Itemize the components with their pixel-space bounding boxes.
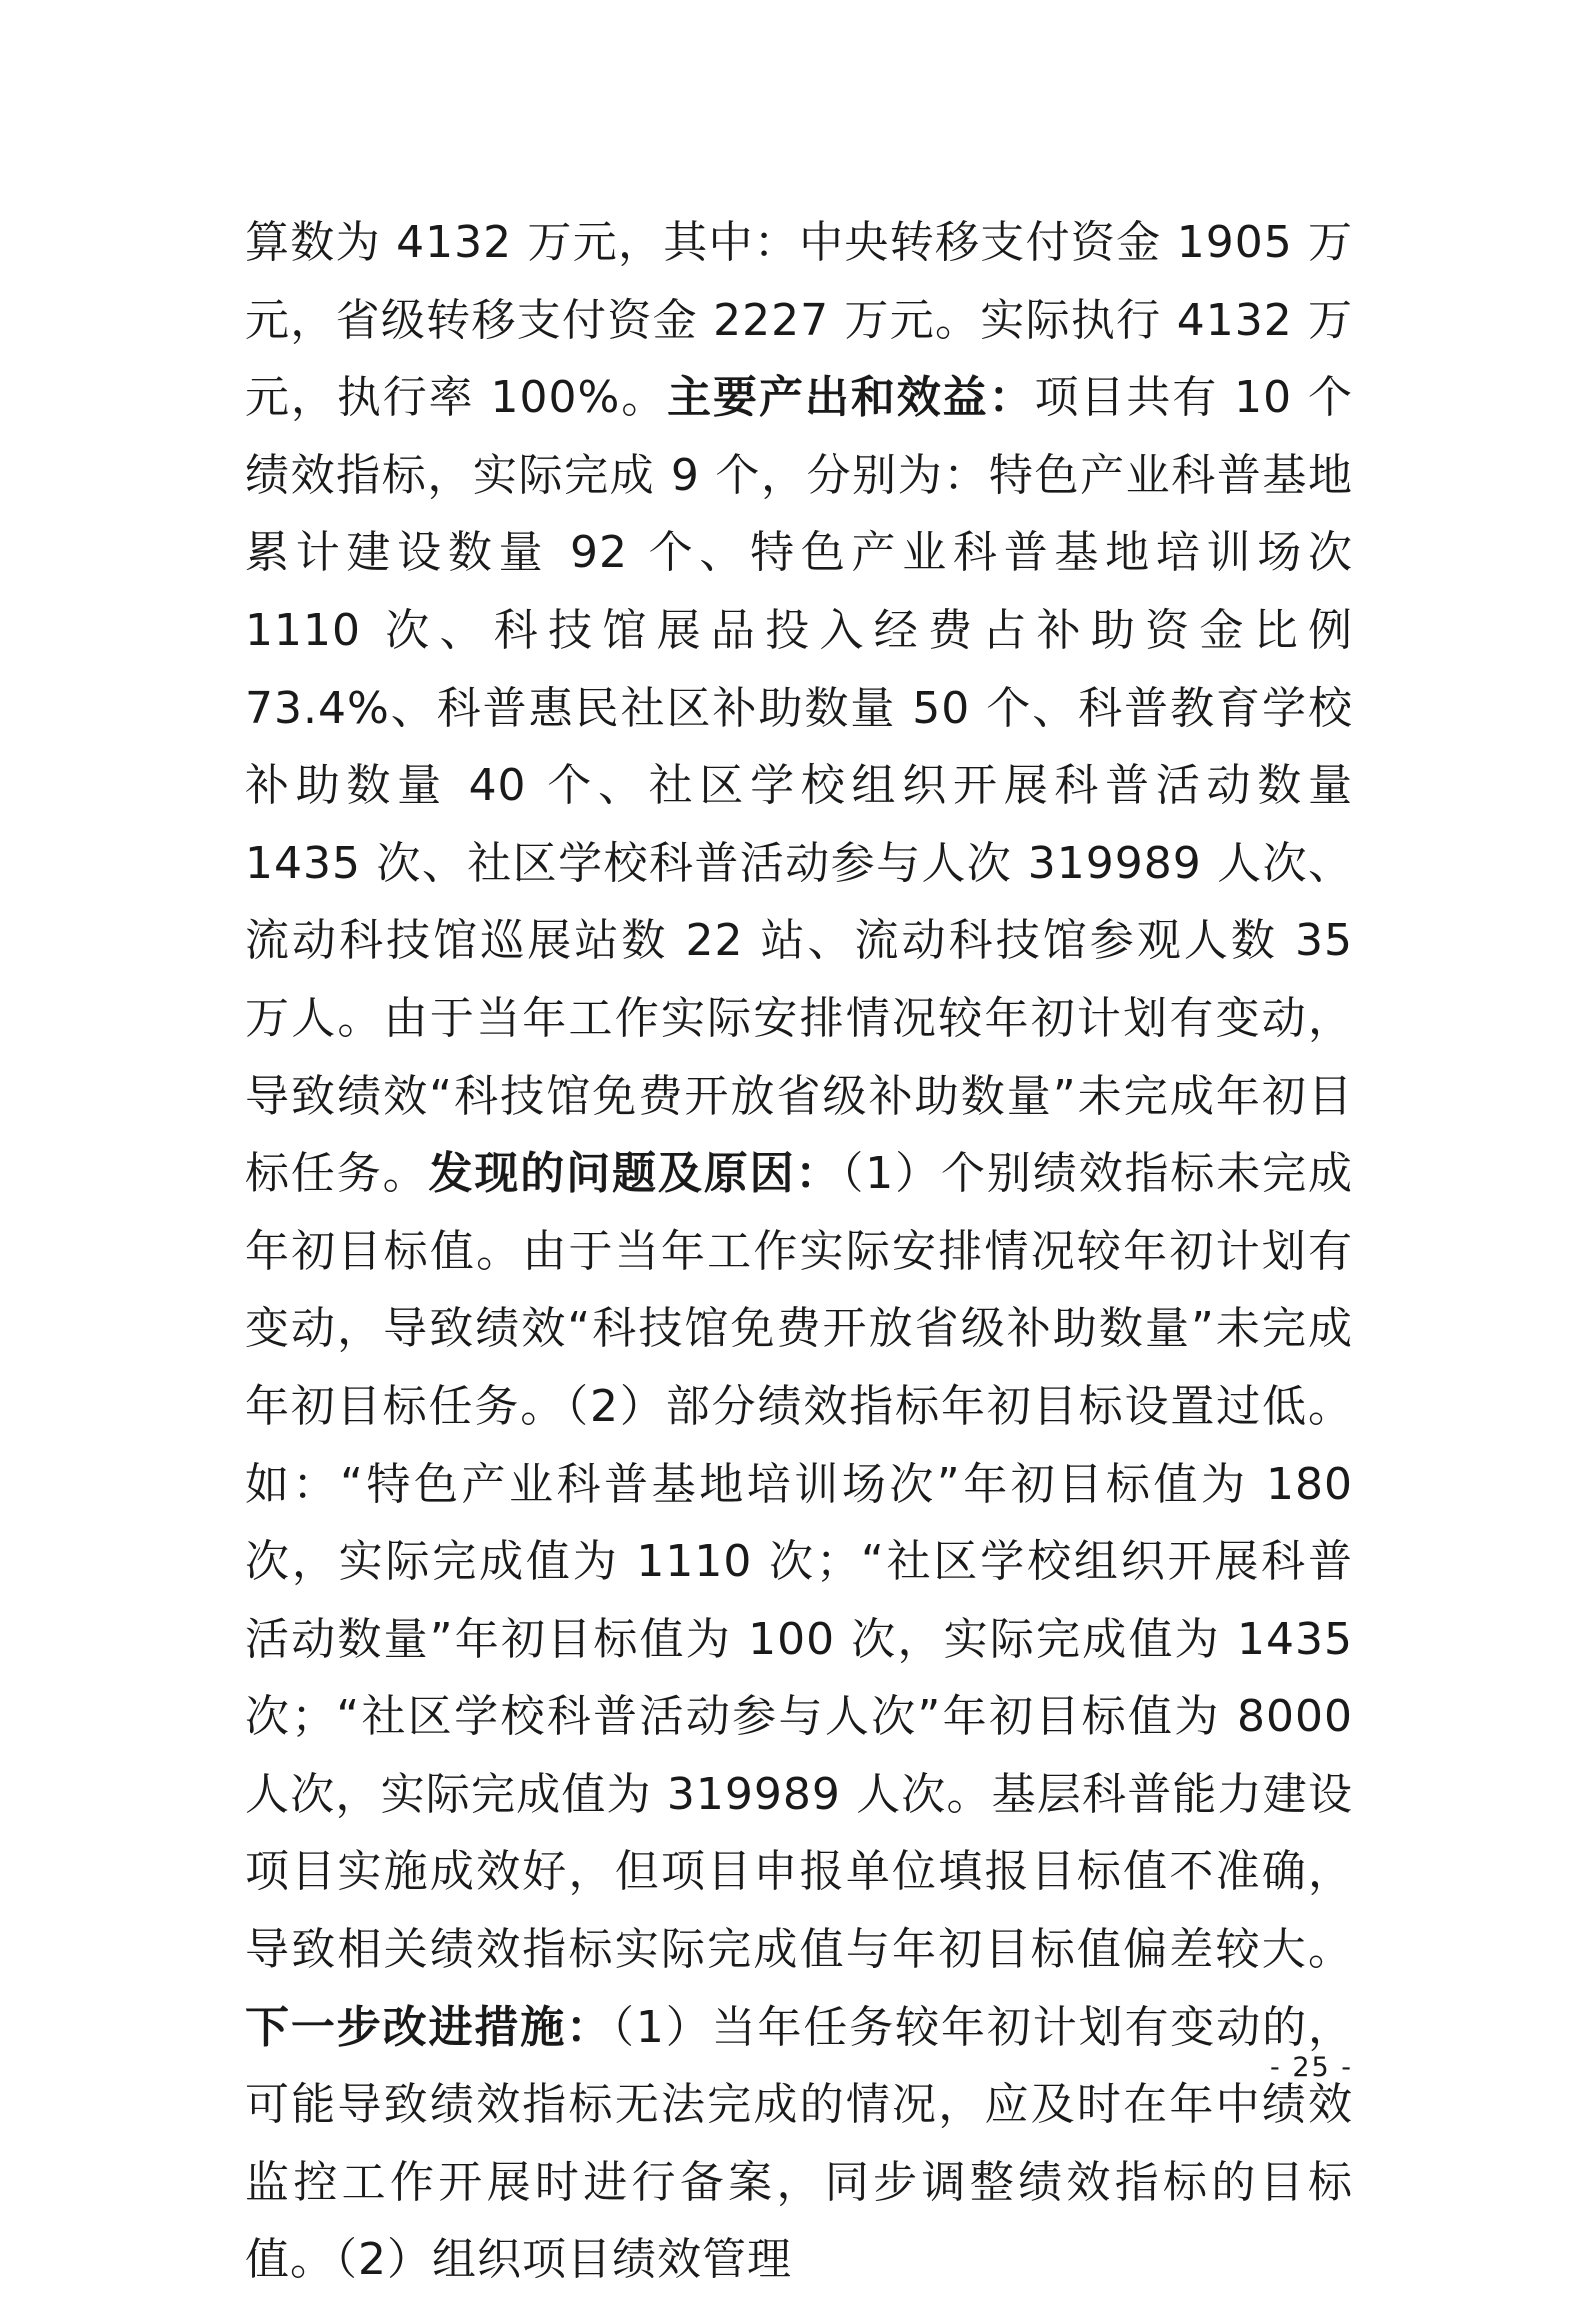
paragraph-text-1: 算数为 4132 万元，其中：中央转移支付资金 1905 万元，省级转移支付资金 2227 万元。实际执行 4132 万元，执行率 100%。 (245, 217, 1353, 424)
heading-main-outputs: 主要产出和效益： (667, 372, 1035, 424)
heading-problems: 发现的问题及原因： (428, 1148, 842, 1200)
paragraph-text-4: （1）当年任务较年初计划有变动的，可能导致绩效指标无法完成的情况，应及时在年中绩效监控工作开展时进行备案，同步调整绩效指标的目标值。（2）组织项目绩效管理 (245, 2001, 1353, 2286)
paragraph-text-2: 项目共有 10 个绩效指标，实际完成 9 个，分别为：特色产业科普基地累计建设数量 92 个、特色产业科普基地培训场次 1110 次、科技馆展品投入经费占补助资金比例 73.4%、科普惠民社区补助数量 50 个、科普教育学校补助数量 40 个、社区学校组织开展科普活动数量 1435 次、社区学校科普活动参与人次 319989 人次、流动科技馆巡展站数 22 站、流动科技馆参观人数 35 万人。由于当年工作实际安排情况较年初计划有变动，导致绩效“科技馆免费开放省级补助数量”未完成年初目标任务。 (245, 372, 1353, 1200)
paragraph-text-3: （1）个别绩效指标未完成年初目标值。由于当年工作实际安排情况较年初计划有变动，导致绩效“科技馆免费开放省级补助数量”未完成年初目标任务。（2）部分绩效指标年初目标设置过低。如：“特色产业科普基地培训场次”年初目标值为 180 次，实际完成值为 1110 次；“社区学校组织开展科普活动数量”年初目标值为 100 次，实际完成值为 1435 次；“社区学校科普活动参与人次”年初目标值为 8000 人次，实际完成值为 319989 人次。基层科普能力建设项目实施成效好，但项目申报单位填报目标值不准确，导致相关绩效指标实际完成值与年初目标值偏差较大。 (245, 1148, 1353, 1976)
page-number: - 25 - (1270, 2052, 1354, 2083)
body-paragraph (245, 204, 1353, 2299)
heading-improvements: 下一步改进措施： (245, 2001, 612, 2053)
